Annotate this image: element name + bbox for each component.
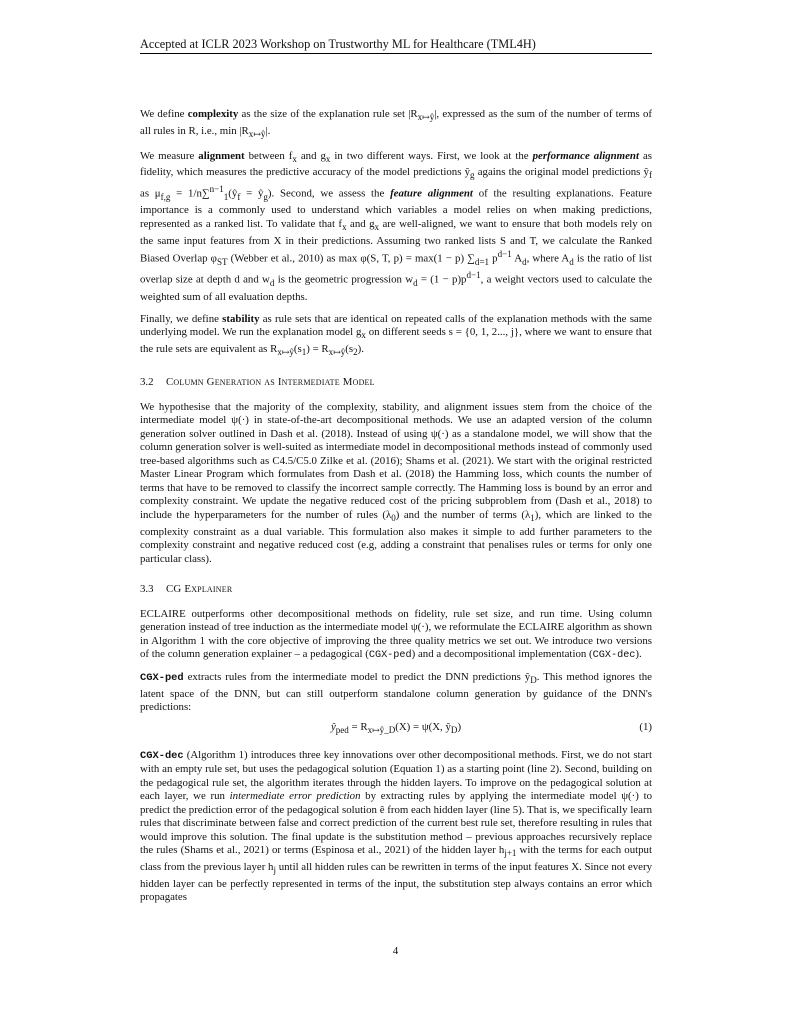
code-cgx-dec-bold: CGX-dec <box>140 749 184 762</box>
term-performance-alignment: performance alignment <box>532 149 639 162</box>
paragraph-alignment: We measure alignment between $f_x$ and $g_x$ in two different ways. First, we look at the performance alignment as fidelity, which measures the predictive accuracy of the model predictions $ŷ_g$ agains the original model predictions $ŷ_f$ as $\mu_{f,g}$ = $1/n\sum^{n-1}_1(ŷ_f$ = $ŷ_g$). Second, we assess the feature alignment of the resulting explanations. Feature importance is a commonly used to understand which variables a model relies on when making predictions, represented as a ranked list. To validate that $f_x$ and $g_x$ are well-aligned, we want to ensure that both models rely on the same input features from X in their predictions. Assuming two ranked lists S and T, we calculate the Ranked Biased Overlap $\varphi_{ST}$ (Webber et al., 2010) as max φ(S, T, p) = max(1 − p) $\sum_{d=1}$ $p^{d-1}$ $A_d$, where $A_d$ is the ratio of list overlap size at depth d and $w_d$ is the geometric progression $w_d = (1 - p)p^{d-1}$, a weight vectors used to calculate the weighted sum of all evaluation depths. <box>140 149 653 303</box>
code-cgx-ped-bold: CGX-ped <box>140 672 184 685</box>
paragraph-cgx-ped: CGX-ped extracts rules from the intermediate model to predict the DNN predictions $ŷ_D$. This method ignores the latent space of the DNN, but can still outperform standalone column generation by guidance of the DNN's predictions: <box>140 671 652 714</box>
page-number: 4 <box>392 945 399 957</box>
code-cgx-ped: CGX-ped <box>368 650 412 662</box>
paragraph-stability: Finally, we define stability as rule sets that are identical on repeated calls of the explanation methods with the same underlying model. We run the explanation model $g_x$ on different seeds s = {0, 1, 2..., j}, where we want to ensure that the rule sets are equivalent as $R_{x↦ŷ}(s_1) = R_{x↦ŷ}(s_2)$. <box>140 312 652 357</box>
paragraph-column-generation: We hypothesise that the majority of the complexity, stability, and alignment issues stem from the choice of the intermediate model ψ(·) in state-of-the-art decompositional methods. We use an adapted version of the column generation solver outlined in Dash et al. (2018). Instead of using ψ(·) as a standalone model, we will show that the column generation solver is well-suited as intermediate model in decompositional methods instead of commonly used tree-based algorithms such as C4.5/C5.0 Zilke et al. (2016); Shams et al. (2021). We start with the original restricted Master Linear Program which formulates from Dash et al. (2018) the Hamming loss, which counts the number of terms that have to be removed to classify the incorrect sample correctly. The Hamming loss is bound by an error and complexity constraint. We update the negative reduced cost of the pricing subproblem from (Dash et al., 2018) to include the hyperparameters for the number of rules $(\lambda_0)$ and the number of terms $(\lambda_1)$, which are linked to the complexity constraint as a dual variable. This formulation also makes it simple to add further parameters to the complexity constraint and negative reduced cost (e.g, adding a constraint that penalises rules or terms for only one particular class). <box>140 400 652 565</box>
term-feature-alignment: feature alignment <box>390 187 473 200</box>
code-cgx-dec: CGX-dec <box>592 650 636 662</box>
paragraph-cg-explainer: ECLAIRE outperforms other decompositional methods on fidelity, rule set size, and run time. Using column generation instead of tree induction as the intermediate model ψ(·), we reformulate the ECLAIRE algorithm as shown in Algorithm 1 with the core objective of improving the three quality metrics we set out. We introduce two versions of the column generation explainer – a pedagogical (CGX-ped) and a decompositional implementation (CGX-dec). <box>140 607 652 662</box>
equation-1: $ŷ_{ped} = R_{x↦ŷ\_D}(X) = \psi(X$, $ŷ_D$) (1) <box>330 720 652 735</box>
paragraph-complexity: We define complexity as the size of the explanation rule set $|R_{x↦ŷ}|$, expressed as the sum of the number of terms of all rules in R, i.e., $\min |R_{x↦ŷ}|$. <box>140 108 652 139</box>
header-rule <box>140 53 652 54</box>
section-heading-3-3: 3.3 CG Explainer <box>140 583 233 596</box>
paragraph-cgx-dec: CGX-dec (Algorithm 1) introduces three key innovations over other decompositional methods. First, we do not start with an empty rule set, but uses the pedagogical solution (Equation 1) as a starting point (line 2). Second, building on the pedagogical rule set, the algorithm iterates through the hidden layers. To improve on the pedagogical solution at each layer, we run intermediate error prediction by extracting rules by applying the intermediate model ψ(·) to predict the prediction error of the pedagogical solution ê from each hidden layer (line 5). That is, we specifically learn rules that discriminate between false and correct prediction of the current best rule set, therefore resulting in rules that would improve this solution. The final update is the substitution method – previous approaches recursively replace the rules (Shams et al., 2021) or terms (Espinosa et al., 2021) of the hidden layer $h_{j+1}$ with the terms for each output class from the previous layer $h_j$ until all hidden rules can be rewritten in terms of the input features X. Since not every hidden layer can be perfectly represented in terms of the input, the substitution step always contains an error which propagates <box>140 748 653 904</box>
term-alignment: alignment <box>198 149 245 162</box>
term-stability: stability <box>222 312 260 325</box>
section-heading-3-2: 3.2 Column Generation as Intermediate Model <box>140 376 375 389</box>
page-body <box>140 108 652 913</box>
term-complexity: complexity <box>187 108 239 120</box>
equation-number: (1) <box>639 720 652 733</box>
running-header: Accepted at ICLR 2023 Workshop on Trustworthy ML for Healthcare (TML4H) <box>140 37 536 51</box>
term-intermediate-error-prediction: intermediate error prediction <box>229 790 361 803</box>
